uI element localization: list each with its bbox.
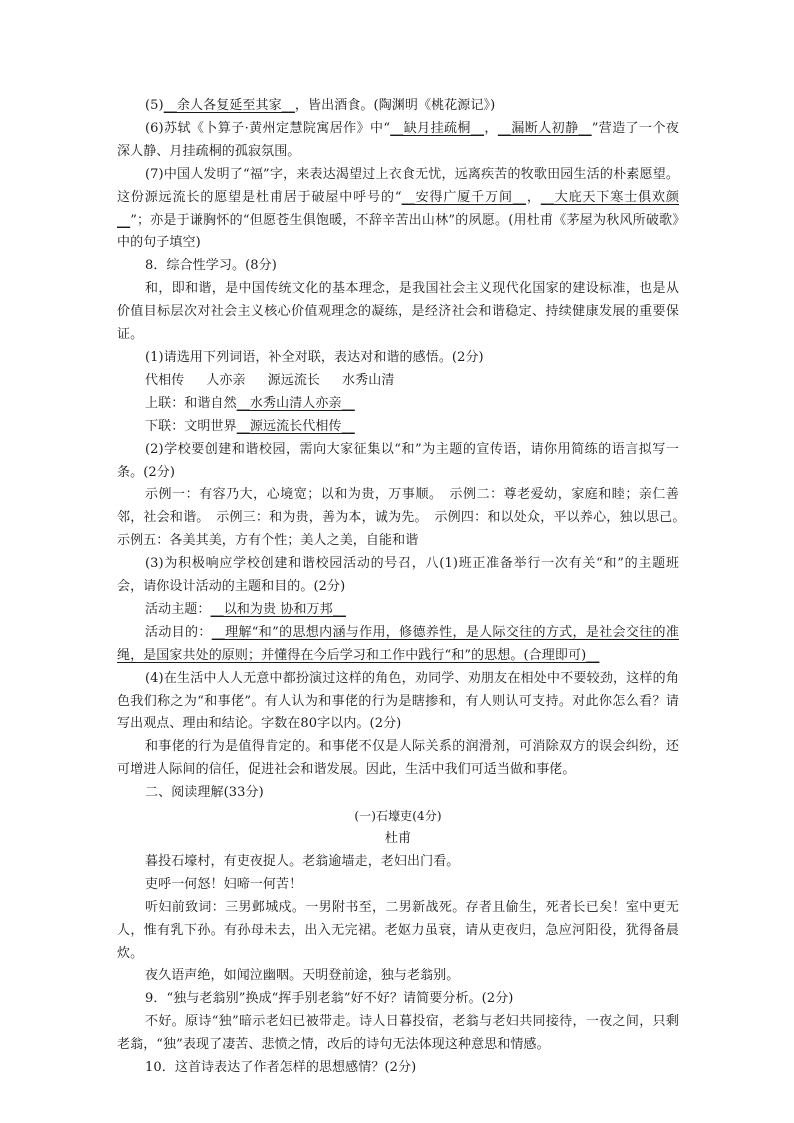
poem-line: 吏呼一何怒！妇啼一何苦！ [145, 876, 303, 892]
answer-blank: __源远流长代相传__ [236, 418, 355, 434]
answer-blank: __安得广厦千万间__ [401, 189, 527, 205]
document-page [117, 95, 693, 1080]
answer-blank: __理解“和”的思想内涵与作用，修德养性，是人际交往的方式，是社会交往的准绳，是国家共处的原则；并懂得在今后学习和工作中践行“和”的思想。(合理即可)__ [117, 624, 679, 663]
answer-blank: __水秀山清人亦亲__ [236, 395, 355, 411]
q8-sub1-question: (1)请选用下列词语，补全对联，表达对和谐的感悟。(2分) [145, 349, 484, 365]
word-choices [117, 370, 679, 393]
q8-sub2-question: (2)学校要创建和谐校园，需向大家征集以“和”为主题的宣传语，请你用简练的语言拟写一条。(2分) [117, 441, 679, 480]
q8-sub4-question: (4)在生活中人人无意中都扮演过这样的角色，劝同学、劝朋友在相处中不要较劲，这样的角色我们称之为“和事佬”。有人认为和事佬的行为是瞎掺和，有人则认可支持。对此你怎么看？请写出观点、理由和结论。字数在80字以内。(2分) [117, 670, 679, 732]
q7-item5: (5)__余人各复延至其家__，皆出酒食。(陶渊明《桃花源记》) [145, 98, 496, 113]
q8-intro: 和，即和谐，是中国传统文化的基本理念，是我国社会主义现代化国家的建设标准，也是从价值目标层次对社会主义核心价值观理念的凝练，是经济社会和谐稳定、持续健康发展的重要保证。 [117, 281, 679, 343]
answer-blank: __以和为贵 协和万邦__ [210, 601, 346, 617]
word-choice: 代相传 [145, 372, 185, 388]
activity-theme: 活动主题：__以和为贵 协和万邦__ [145, 601, 346, 617]
answer-blank: __漏断人初静__ [497, 120, 592, 136]
answer-blank: __余人各复延至其家__ [163, 98, 295, 113]
answer-blank: __缺月挂疏桐__ [390, 120, 485, 136]
q10-question: 10．这首诗表达了作者怎样的思想感情？(2分) [145, 1060, 417, 1076]
q7-item7: (7)中国人发明了“福”字，来表达渴望过上衣食无忧，远离疾苦的牧歌田园生活的朴素愿望。这份源远流长的愿望是杜甫居于破屋中呼号的“__安得广厦千万间__，__大庇天下寒士俱欢颜__”；亦是于谦胸怀的“但愿苍生俱饱暖，不辞辛苦出山林”的夙愿。(用杜甫《茅屋为秋风所破歌》中的句子填空) [117, 166, 679, 251]
couplet-upper: 上联：和谐自然__水秀山清人亦亲__ [145, 395, 355, 411]
poem-line: 夜久语声绝，如闻泣幽咽。天明登前途，独与老翁别。 [145, 968, 460, 984]
q9-answer: 不好。原诗“独”暗示老妇已被带走。诗人日暮投宿，老翁与老妇共同接待，一夜之间，只剩老翁，“独”表现了凄苦、悲愤之情，改后的诗句无法体现这种意思和情感。 [117, 1014, 679, 1053]
word-choice: 源远流长 [267, 372, 321, 388]
word-choice: 人亦亲 [206, 372, 246, 388]
q7-item6: (6)苏轼《卜算子·黄州定慧院寓居作》中“__缺月挂疏桐__，__漏断人初静__”营造了一个夜深人静、月挂疏桐的孤寂氛围。 [117, 120, 680, 159]
q8-sub3-question: (3)为积极响应学校创建和谐校园活动的号召，八(1)班正准备举行一次有关“和”的主题班会，请你设计活动的主题和目的。(2分) [117, 556, 679, 595]
poem-author: 杜甫 [384, 831, 412, 846]
answer-blank: __大庇天下寒士俱欢颜__ [117, 189, 679, 228]
section2-heading: 二、阅读理解(33分) [145, 785, 264, 801]
poem-line: 听妇前致词：三男邺城戍。一男附书至，二男新战死。存者且偷生，死者长已矣！室中更无人，惟有乳下孙。有孙母未去，出入无完裙。老妪力虽衰，请从吏夜归，急应河阳役，犹得备晨炊。 [117, 899, 679, 961]
q8-sub2-answer: 示例一：有容乃大，心境宽；以和为贵，万事顺。 示例二：尊老爱幼，家庭和睦；亲仁善邻，社会和谐。 示例三：和为贵，善为本，诚为先。 示例四：和以处众，平以养心，独以思己。 示例五：各美其美，方有个性；美人之美，自能和谐 [117, 487, 693, 549]
q8-sub4-answer: 和事佬的行为是值得肯定的。和事佬不仅是人际关系的润滑剂，可消除双方的误会纠纷，还可增进人际间的信任，促进社会和谐发展。因此，生活中我们可适当做和事佬。 [117, 739, 679, 778]
word-choice: 水秀山清 [342, 372, 395, 388]
couplet-lower: 下联：文明世界__源远流长代相传__ [145, 418, 355, 434]
part-title: (一)石壕吏(4分) [354, 809, 442, 824]
q9-question: 9．“独与老翁别”换成“挥手别老翁”好不好？请简要分析。(2分) [145, 991, 514, 1007]
poem-line: 暮投石壕村，有吏夜捉人。老翁逾墙走，老妇出门看。 [145, 853, 460, 869]
q8-heading: 8．综合性学习。(8分) [145, 258, 277, 274]
activity-purpose: 活动目的：__理解“和”的思想内涵与作用，修德养性，是人际交往的方式，是社会交往的准绳，是国家共处的原则；并懂得在今后学习和工作中践行“和”的思想。(合理即可)__ [117, 624, 679, 663]
